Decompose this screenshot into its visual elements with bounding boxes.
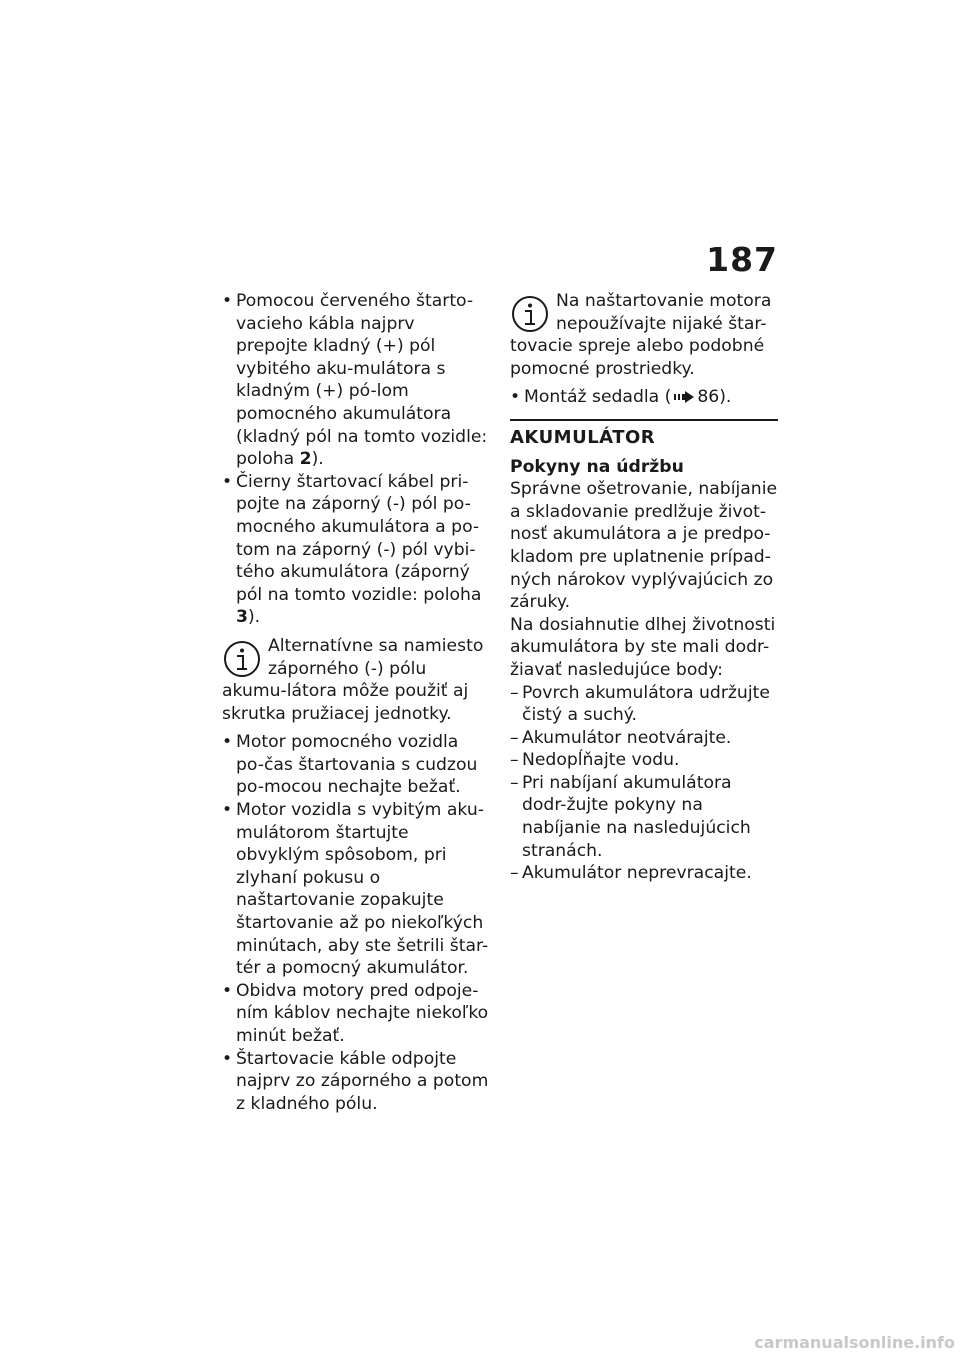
- note-text: Na naštartovanie motora nepoužívajte nijaké štar-tovacie spreje alebo podobné pomocné prostriedky.: [510, 291, 772, 379]
- list-item-text: Štartovacie káble odpojte najprv zo záporného a potom z kladného pólu.: [236, 1048, 489, 1114]
- bullet-icon: •: [222, 980, 233, 1001]
- bullet-icon: •: [510, 387, 521, 408]
- watermark: carmanualsonline.info: [754, 1333, 955, 1352]
- list-item: [222, 1048, 490, 1116]
- list-item-text: Motor vozidla s vybitým aku-mulátorom štartujte obvyklým spôsobom, pri zlyhaní pokusu o naštartovanie zopakujte štartovanie až po niekoľkých minútach, aby ste šetrili štar-tér a pomocný akumulátor.: [236, 800, 489, 979]
- position-ref: 3: [236, 607, 248, 628]
- paragraph: Správne ošetrovanie, nabíjanie a skladovanie predlžuje život-nosť akumulátora a je predpo-kladom pre uplatnenie prípad-ných nárokov vyplývajúcich zo záruky.: [510, 479, 778, 613]
- dash-icon: –: [510, 750, 519, 771]
- list-item: [510, 682, 778, 727]
- list-item-text: Pri nabíjaní akumulátora dodr-žujte pokyny na nabíjanie na nasledujúcich stranách.: [522, 772, 751, 861]
- ref-close: ).: [247, 607, 261, 628]
- left-column: [222, 290, 490, 1115]
- list-item-text: Akumulátor neprevracajte.: [522, 863, 752, 884]
- list-item: [510, 727, 778, 750]
- dash-icon: –: [510, 863, 519, 884]
- list-item-text: Pomocou červeného štarto-vacieho kábla najprv prepojte kladný (+) pól vybitého aku-mulátora s kladným (+) pó-lom pomocného akumulátora (kladný pól na tomto vozidle: poloha: [236, 291, 488, 470]
- list-item: [510, 772, 778, 862]
- ref-text: Montáž sedadla (: [524, 387, 672, 408]
- dash-icon: –: [510, 772, 519, 793]
- list-item-text: Motor pomocného vozidla po-čas štartovania s cudzou po-mocou nechajte bežať.: [236, 732, 478, 798]
- list-item: [222, 471, 490, 629]
- list-item: [510, 862, 778, 885]
- bullet-icon: •: [222, 1048, 233, 1069]
- dash-icon: –: [510, 682, 519, 703]
- right-column: [510, 290, 778, 885]
- paragraph: Na dosiahnutie dlhej životnosti akumulátora by ste mali dodr-žiavať nasledujúce body:: [510, 614, 776, 680]
- bullet-icon: •: [222, 732, 233, 753]
- subheading: Pokyny na údržbu: [510, 456, 684, 477]
- list-item: [222, 980, 490, 1048]
- bullet-icon: •: [222, 471, 233, 492]
- info-icon: [222, 639, 262, 679]
- list-item: [222, 290, 490, 471]
- info-note: [222, 635, 490, 725]
- list-item: [222, 731, 490, 799]
- section-divider: [510, 419, 778, 421]
- bullet-icon: •: [222, 291, 233, 311]
- note-text: Alternatívne sa namiesto záporného (-) pólu akumu-látora môže použiť aj skrutka pružiacej jednotky.: [222, 635, 484, 724]
- section-heading: AKUMULÁTOR: [510, 426, 656, 448]
- page-number: 187: [706, 240, 778, 279]
- ref-page: 86).: [697, 387, 732, 408]
- position-ref: 2: [299, 449, 312, 470]
- list-item-text: Obidva motory pred odpoje-ním káblov nechajte niekoľko minút bežať.: [236, 980, 489, 1046]
- list-item-text: Nedopĺňajte vodu.: [522, 750, 680, 771]
- list-item-text: Povrch akumulátora udržujte čistý a suchý.: [522, 682, 770, 726]
- list-item-text: Čierny štartovací kábel pri-pojte na záporný (-) pól po-mocného akumulátora a po-tom na záporný (-) pól vybi-tého akumulátora (záporný pól na tomto vozidle: poloha: [236, 471, 482, 605]
- list-item-text: Akumulátor neotvárajte.: [522, 727, 732, 748]
- info-note: [510, 290, 778, 380]
- list-item: [510, 749, 778, 772]
- bullet-icon: •: [222, 800, 233, 821]
- list-item: [510, 386, 778, 409]
- list-item: [222, 799, 490, 980]
- ref-close: ).: [311, 449, 324, 470]
- dash-icon: –: [510, 727, 519, 748]
- arrow-right-icon: [674, 391, 694, 403]
- info-icon: [510, 294, 550, 334]
